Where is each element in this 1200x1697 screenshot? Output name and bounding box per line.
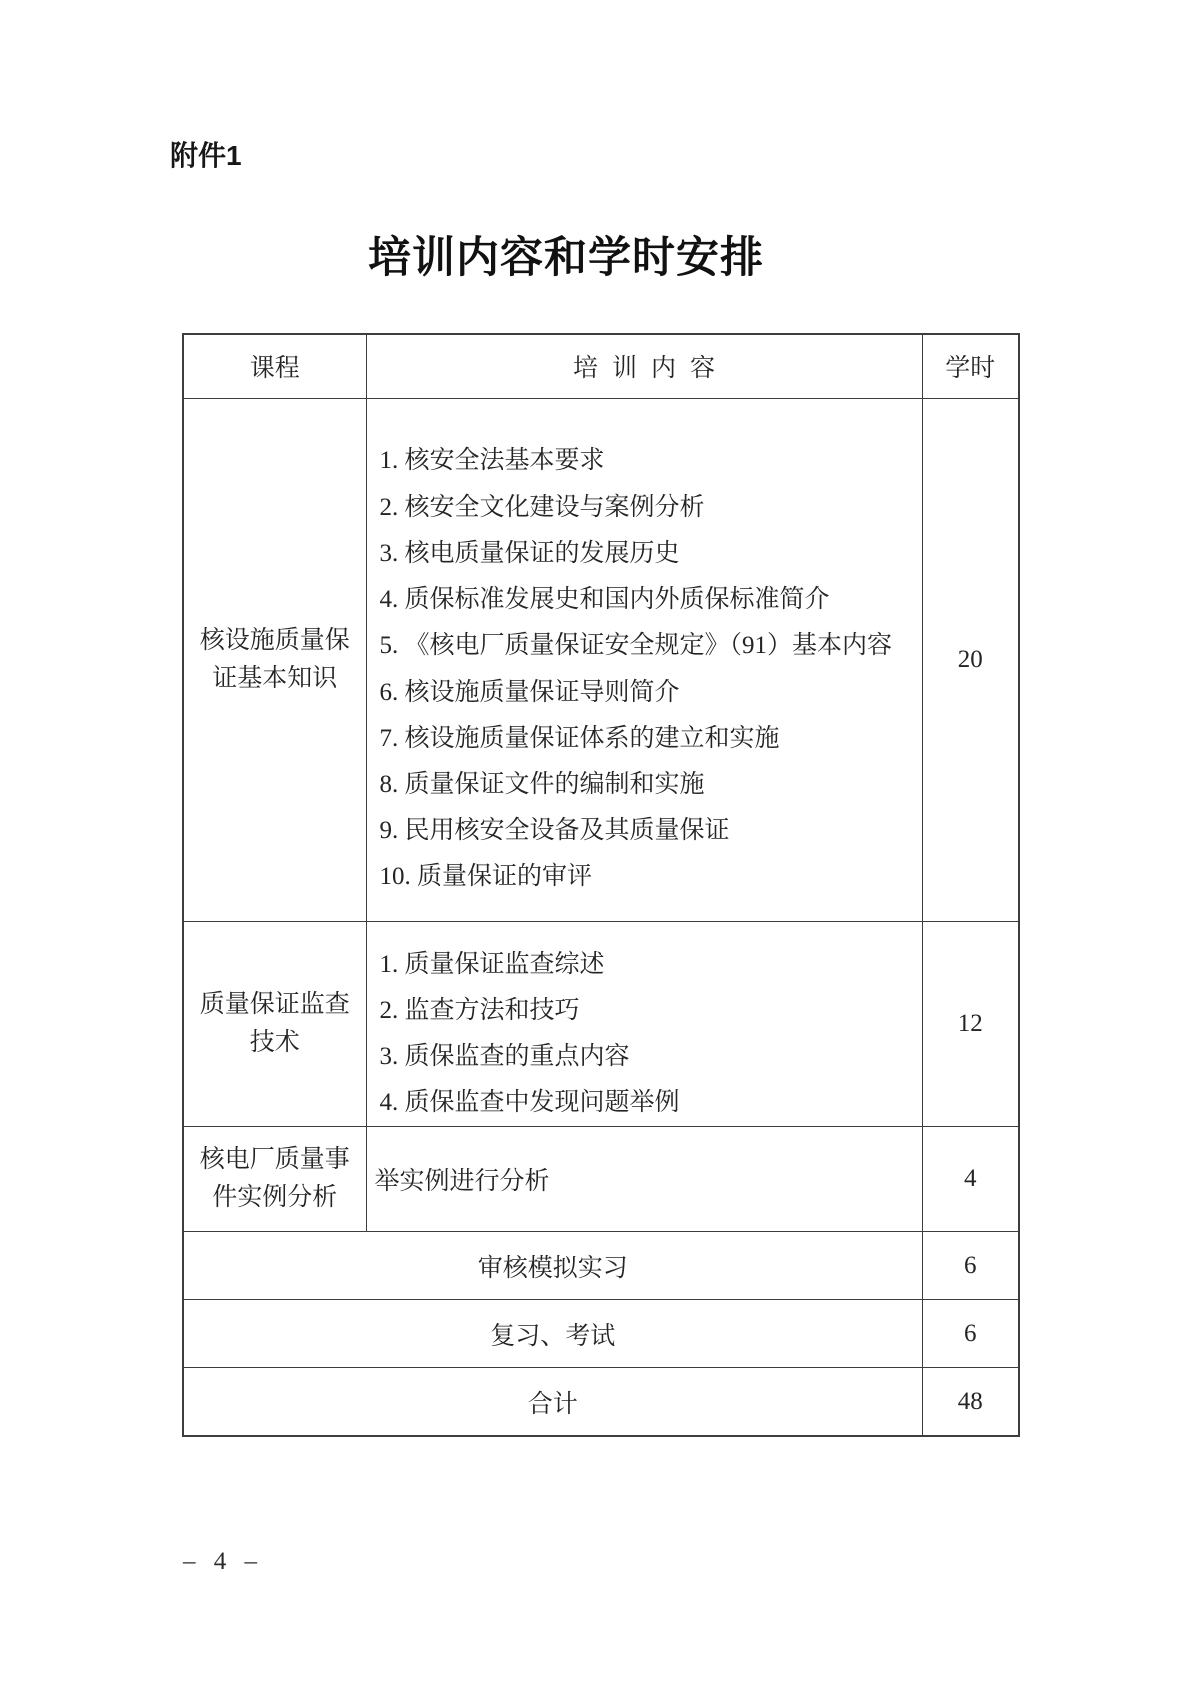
content-item: 1. 质量保证监查综述 (379, 950, 605, 978)
content-item: 1. 核安全法基本要求 (379, 447, 605, 475)
table-row-basic-knowledge (183, 398, 1019, 921)
content-cell-supervision-technique (366, 921, 922, 1127)
course-cell-supervision-technique: 质量保证监查技术 (183, 921, 366, 1127)
content-item: 9. 民用核安全设备及其质量保证 (379, 817, 730, 845)
hours-cell-case-analysis: 4 (922, 1127, 1019, 1232)
header-hours: 学时 (922, 334, 1019, 398)
table-row-supervision-technique (183, 921, 1019, 1127)
content-cell-case-analysis: 举实例进行分析 (366, 1127, 922, 1232)
content-item: 4. 质保标准发展史和国内外质保标准简介 (379, 586, 830, 614)
content-item: 2. 监查方法和技巧 (379, 996, 580, 1024)
page-title: 培训内容和学时安排 (368, 235, 764, 282)
hours-cell-basic-knowledge: 20 (922, 398, 1019, 921)
content-item: 4. 质保监查中发现问题举例 (379, 1089, 680, 1117)
content-item: 8. 质量保证文件的编制和实施 (379, 770, 705, 798)
hours-cell-total: 48 (922, 1368, 1019, 1436)
hours-cell-supervision-technique: 12 (922, 921, 1019, 1127)
table-row-case-analysis (183, 1127, 1019, 1232)
attachment-label: 附件1 (170, 140, 242, 171)
course-cell-basic-knowledge: 核设施质量保证基本知识 (183, 398, 366, 921)
table-row-audit-practice (183, 1232, 1019, 1300)
content-item: 2. 核安全文化建设与案例分析 (379, 493, 705, 521)
hours-cell-audit-practice: 6 (922, 1232, 1019, 1300)
table-row-total (183, 1368, 1019, 1436)
summary-label-audit-practice: 审核模拟实习 (183, 1232, 922, 1300)
training-schedule-table (182, 333, 1020, 1437)
header-content: 培训内容 (366, 334, 922, 398)
content-item: 3. 核电质量保证的发展历史 (379, 539, 680, 567)
content-item: 3. 质保监查的重点内容 (379, 1042, 630, 1070)
content-cell-basic-knowledge (366, 398, 922, 921)
table-row-review-exam (183, 1300, 1019, 1368)
page-number: – 4 – (183, 1548, 263, 1575)
course-cell-case-analysis: 核电厂质量事件实例分析 (183, 1127, 366, 1232)
table-header-row (183, 334, 1019, 398)
hours-cell-review-exam: 6 (922, 1300, 1019, 1368)
content-item: 7. 核设施质量保证体系的建立和实施 (379, 724, 780, 752)
content-item: 6. 核设施质量保证导则简介 (379, 678, 680, 706)
header-course: 课程 (183, 334, 366, 398)
content-item: 5. 《核电厂质量保证安全规定》（91）基本内容 (379, 632, 893, 660)
content-item: 10. 质量保证的审评 (379, 863, 593, 891)
summary-label-review-exam: 复习、考试 (183, 1300, 922, 1368)
summary-label-total: 合计 (183, 1368, 922, 1436)
